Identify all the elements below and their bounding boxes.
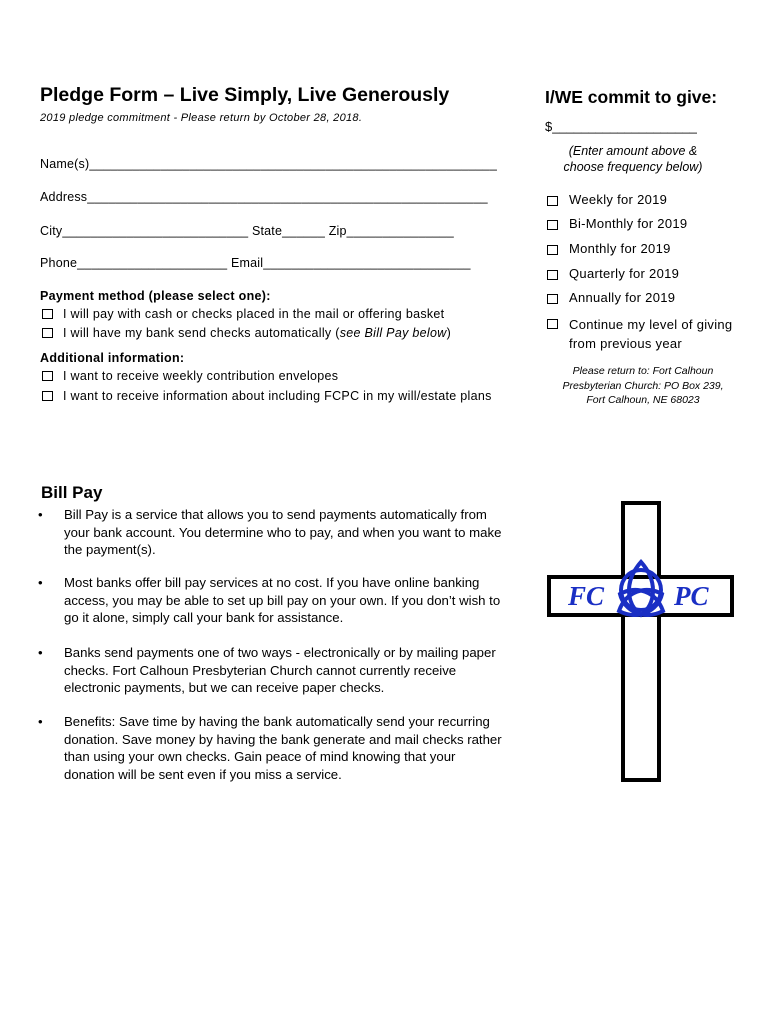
additional-option-envelopes[interactable] <box>42 369 338 383</box>
payment-method-heading: Payment method (please select one): <box>40 289 271 303</box>
checkbox[interactable] <box>547 319 558 329</box>
additional-option-label: I want to receive information about including FCPC in my will/estate plans <box>63 389 492 403</box>
checkbox[interactable] <box>42 309 53 319</box>
address-field[interactable]: Address________________________________________________________ <box>40 190 488 204</box>
bill-pay-heading: Bill Pay <box>41 483 103 502</box>
additional-option-label: I want to receive weekly contribution envelopes <box>63 369 339 383</box>
bullet-icon: • <box>38 645 43 660</box>
amount-field[interactable]: $____________________ <box>545 119 697 134</box>
payment-option-bank[interactable] <box>42 326 451 340</box>
phone-email-field[interactable]: Phone_____________________ Email_____________________________ <box>40 256 471 270</box>
payment-option-label: I will have my bank send checks automatically (see Bill Pay below) <box>63 326 452 340</box>
form-title: Pledge Form – Live Simply, Live Generously <box>40 84 450 106</box>
bullet-icon: • <box>38 575 43 590</box>
payment-option-label: I will pay with cash or checks placed in the mail or offering basket <box>63 307 445 321</box>
logo-fc-text: FC <box>568 581 605 611</box>
city-state-zip-field[interactable]: City__________________________ State______ Zip_______________ <box>40 224 454 238</box>
payment-option-cash[interactable] <box>42 307 444 321</box>
checkbox[interactable] <box>547 294 558 304</box>
list-item: • Benefits: Save time by having the bank automatically send your recurring donation. Save money by having the bank generate and mail checks rather than using your own checks. Gain peace of mind knowing that your donation will be sent even if you miss a service. <box>38 714 502 782</box>
bullet-icon: • <box>38 507 43 522</box>
frequency-bimonthly[interactable]: Bi-Monthly for 2019 <box>547 216 687 231</box>
additional-option-estate[interactable] <box>42 389 492 403</box>
frequency-weekly[interactable]: Weekly for 2019 <box>547 192 667 207</box>
checkbox[interactable] <box>547 220 558 230</box>
name-field[interactable]: Name(s)_________________________________________________________ <box>40 157 497 171</box>
list-item: • Most banks offer bill pay services at no cost. If you have online banking access, you may be able to set up bill pay on your own. If you don’t wish to go it alone, simply call your bank for assistance. <box>38 575 501 625</box>
checkbox[interactable] <box>547 270 558 280</box>
checkbox[interactable] <box>547 245 558 255</box>
checkbox[interactable] <box>42 391 53 401</box>
checkbox[interactable] <box>42 371 53 381</box>
fcpc-cross-logo <box>546 499 736 784</box>
frequency-monthly[interactable]: Monthly for 2019 <box>547 241 671 256</box>
frequency-continue[interactable]: Continue my level of giving from previous year <box>547 315 732 353</box>
checkbox[interactable] <box>42 328 53 338</box>
form-subtitle: 2019 pledge commitment - Please return by October 28, 2018. <box>40 112 363 124</box>
logo-pc-text: PC <box>674 581 709 611</box>
amount-instructions: (Enter amount above & choose frequency below) <box>563 144 703 174</box>
bullet-icon: • <box>38 714 43 729</box>
checkbox[interactable] <box>547 196 558 206</box>
frequency-annually[interactable]: Annually for 2019 <box>547 290 675 305</box>
list-item: • Banks send payments one of two ways - electronically or by mailing paper checks. Fort Calhoun Presbyterian Church cannot currently receive electronic payments, but we can receive paper checks. <box>38 645 496 695</box>
commit-title: I/WE commit to give: <box>545 87 718 107</box>
return-address: Please return to: Fort Calhoun Presbyterian Church: PO Box 239, Fort Calhoun, NE 68023 <box>562 365 724 406</box>
additional-info-heading: Additional information: <box>40 351 185 365</box>
list-item: • Bill Pay is a service that allows you to send payments automatically from your bank account. You determine who to pay, and when you want to make the payment(s). <box>38 507 502 557</box>
frequency-quarterly[interactable]: Quarterly for 2019 <box>547 266 679 281</box>
